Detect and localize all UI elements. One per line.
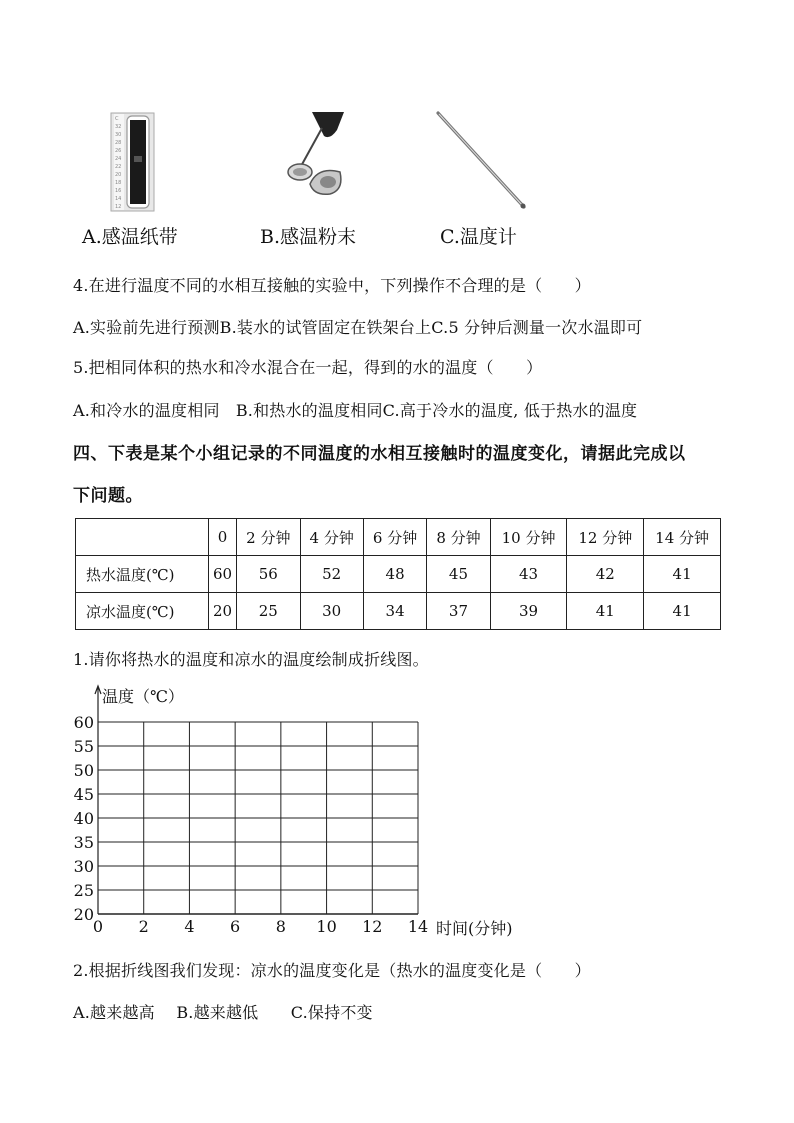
x-tick-label: 6 <box>230 917 241 936</box>
y-tick-label: 60 <box>73 713 94 732</box>
table-cell: 52 <box>300 556 363 593</box>
q1-text: 1.请你将热水的温度和凉水的温度绘制成折线图。 <box>73 650 429 669</box>
strip-scale-label: 22 <box>115 164 122 170</box>
table-cell: 30 <box>300 593 363 630</box>
table-header-cell: 4 分钟 <box>300 519 363 556</box>
thermo-strip-drawing <box>110 112 155 212</box>
x-tick-label: 0 <box>92 917 104 936</box>
q2-options: A.越来越高 B.越来越低 C.保持不变 <box>73 1003 373 1022</box>
figure-b-caption: B.感温粉末 <box>260 226 357 248</box>
strip-scale-label: 30 <box>115 132 122 138</box>
thermometer-image <box>434 110 528 210</box>
table-row-label: 热水温度(℃) <box>76 556 209 593</box>
table-cell: 25 <box>237 593 300 630</box>
q4-options: A.实验前先进行预测B.装水的试管固定在铁架台上C.5 分钟后测量一次水温即可 <box>73 318 643 337</box>
strip-scale-label: 28 <box>115 140 122 146</box>
strip-scale-label: 32 <box>115 124 122 130</box>
temperature-table <box>75 518 721 630</box>
x-tick-label: 12 <box>362 917 383 936</box>
temperature-line-chart[interactable] <box>60 680 540 942</box>
strip-scale-label: 20 <box>115 172 122 178</box>
table-cell: 56 <box>237 556 300 593</box>
q5-options: A.和冷水的温度相同 B.和热水的温度相同C.高于冷水的温度, 低于热水的温度 <box>73 401 638 420</box>
strip-scale-label: 24 <box>115 156 122 162</box>
y-tick-label: 25 <box>73 881 94 900</box>
table-cell: 34 <box>363 593 426 630</box>
q2-question: 2.根据折线图我们发现：凉水的温度变化是（热水的温度变化是（ ） <box>73 961 591 980</box>
table-cell: 41 <box>644 556 721 593</box>
strip-scale-label: 26 <box>115 148 122 154</box>
x-tick-label: 14 <box>407 917 429 936</box>
x-tick-label: 10 <box>316 917 337 936</box>
table-header-cell: 2 分钟 <box>237 519 300 556</box>
y-tick-label: 20 <box>73 905 94 924</box>
q5-question: 5.把相同体积的热水和冷水混合在一起，得到的水的温度（ ） <box>73 358 543 377</box>
figure-c-caption: C.温度计 <box>440 226 517 248</box>
thermometer-drawing <box>434 110 528 210</box>
table-cell: 45 <box>427 556 490 593</box>
table-header-cell: 10 分钟 <box>490 519 567 556</box>
table-row <box>76 593 721 630</box>
x-tick-label: 8 <box>275 917 286 936</box>
strip-scale-label: 18 <box>115 180 122 186</box>
section4-heading-line2: 下问题。 <box>73 486 143 506</box>
table-cell: 37 <box>427 593 490 630</box>
y-tick-label: 40 <box>73 809 94 828</box>
thermo-powder-image <box>282 112 344 198</box>
y-tick-label: 35 <box>73 833 94 852</box>
table-header-row <box>76 519 721 556</box>
table-cell: 48 <box>363 556 426 593</box>
table-cell: 41 <box>567 593 644 630</box>
table-cell: 39 <box>490 593 567 630</box>
y-axis-title: 温度（℃） <box>102 687 184 706</box>
strip-scale-label: 14 <box>115 196 122 202</box>
section4-heading-line1: 四、下表是某个小组记录的不同温度的水相互接触时的温度变化，请据此完成以 <box>73 444 686 464</box>
strip-scale-label: C <box>115 116 119 122</box>
x-axis-title: 时间(分钟) <box>436 919 513 938</box>
thermo-powder-drawing <box>282 112 344 198</box>
y-tick-label: 45 <box>73 785 94 804</box>
table-header-cell: 6 分钟 <box>363 519 426 556</box>
table-row-label: 凉水温度(℃) <box>76 593 209 630</box>
table-cell: 43 <box>490 556 567 593</box>
strip-scale-label: 12 <box>115 204 122 210</box>
y-tick-label: 55 <box>73 737 94 756</box>
x-tick-label: 4 <box>184 917 195 936</box>
table-header-cell <box>76 519 209 556</box>
table-header-cell: 8 分钟 <box>427 519 490 556</box>
y-tick-label: 50 <box>73 761 94 780</box>
q4-question: 4.在进行温度不同的水相互接触的实验中，下列操作不合理的是（ ） <box>73 276 591 295</box>
figure-a-caption: A.感温纸带 <box>82 226 178 248</box>
table-cell: 60 <box>209 556 237 593</box>
x-tick-label: 2 <box>138 917 149 936</box>
table-header-cell: 12 分钟 <box>567 519 644 556</box>
table-cell: 20 <box>209 593 237 630</box>
thermo-strip-image <box>110 112 155 212</box>
table-header-cell: 14 分钟 <box>644 519 721 556</box>
table-row <box>76 556 721 593</box>
strip-scale-label: 16 <box>115 188 122 194</box>
table-cell: 41 <box>644 593 721 630</box>
y-tick-label: 30 <box>73 857 94 876</box>
table-header-cell: 0 <box>209 519 237 556</box>
table-cell: 42 <box>567 556 644 593</box>
